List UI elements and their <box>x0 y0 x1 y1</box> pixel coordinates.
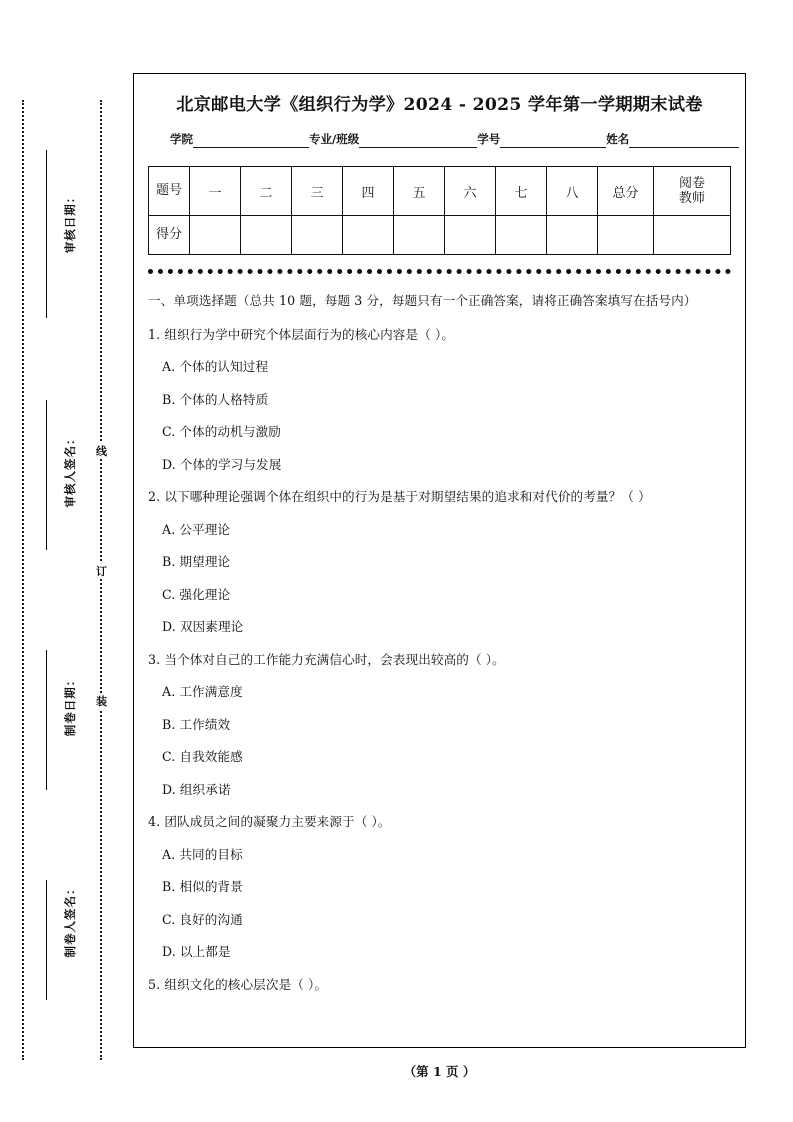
seal-rule-2 <box>46 400 47 550</box>
seal-label-compile-date: 制卷日期： <box>63 673 77 737</box>
question-4-option-a[interactable] <box>162 845 731 865</box>
seal-label-compiler-signature: 制卷人签名： <box>63 882 77 958</box>
field-major-class-label: 专业/班级 <box>309 132 360 146</box>
score-cell-5[interactable] <box>394 216 445 255</box>
sealing-margin <box>0 0 125 1122</box>
option-key: C. <box>162 911 176 927</box>
score-cell-4[interactable] <box>343 216 394 255</box>
score-table-col-2: 二 <box>241 167 292 216</box>
option-text: 相似的背景 <box>179 879 243 895</box>
option-key: A. <box>162 846 176 862</box>
student-info-row <box>170 131 731 148</box>
field-name-label: 姓名 <box>606 132 630 146</box>
option-text: 个体的人格特质 <box>179 391 269 407</box>
option-text: 以上都是 <box>179 944 231 960</box>
field-college-label: 学院 <box>170 132 193 146</box>
outer-dashed-line <box>22 100 24 1060</box>
score-table-col-7: 七 <box>496 167 547 216</box>
score-table-col-total: 总分 <box>598 167 654 216</box>
question-3-option-c[interactable] <box>162 747 731 767</box>
option-key: B. <box>162 879 176 895</box>
grader-label-line2: 教师 <box>678 191 705 206</box>
score-cell-1[interactable] <box>190 216 241 255</box>
option-text: 期望理论 <box>179 554 231 570</box>
question-4-option-b[interactable] <box>162 877 731 897</box>
score-table-col-6: 六 <box>445 167 496 216</box>
score-table <box>148 166 731 255</box>
option-text: 工作绩效 <box>179 716 231 732</box>
option-text: 双因素理论 <box>179 619 244 635</box>
question-4-option-d[interactable] <box>162 942 731 962</box>
option-text: 工作满意度 <box>179 684 243 700</box>
field-college-blank[interactable] <box>193 134 309 148</box>
question-3-option-d[interactable] <box>162 780 731 800</box>
exam-paper-frame <box>133 73 746 1048</box>
option-key: D. <box>162 456 176 472</box>
score-table-col-4: 四 <box>343 167 394 216</box>
fold-char-pack: 装 <box>92 693 111 709</box>
grader-label-line1: 阅卷 <box>678 175 705 191</box>
question-2-option-c[interactable] <box>162 585 731 605</box>
question-stem-3: 3. 当个体对自己的工作能力充满信心时，会表现出较高的（ ）。 <box>148 651 505 667</box>
question-stem-4: 4. 团队成员之间的凝聚力主要来源于（ ）。 <box>148 814 391 830</box>
question-1-option-b[interactable] <box>162 390 731 410</box>
score-table-col-5: 五 <box>394 167 445 216</box>
option-text: 个体的学习与发展 <box>179 456 282 472</box>
question-body <box>148 291 731 994</box>
option-key: D. <box>162 619 176 635</box>
field-name[interactable] <box>606 131 739 148</box>
option-text: 公平理论 <box>179 521 231 537</box>
section-divider <box>148 269 731 280</box>
seal-label-review-date: 审核日期： <box>63 190 77 254</box>
field-student-id-blank[interactable] <box>500 134 606 148</box>
question-4-option-c[interactable] <box>162 910 731 930</box>
seal-label-reviewer-signature: 审核人签名： <box>63 432 77 508</box>
score-table-row-label-score: 得分 <box>149 216 190 255</box>
page-footer: （第 1 页 ） <box>403 1064 476 1079</box>
score-cell-7[interactable] <box>496 216 547 255</box>
question-3-option-a[interactable] <box>162 682 731 702</box>
question-stem-5: 5. 组织文化的核心层次是（ ）。 <box>148 976 328 992</box>
seal-rule-4 <box>46 880 47 1000</box>
score-table-col-8: 八 <box>547 167 598 216</box>
question-2-option-d[interactable] <box>162 617 731 637</box>
field-major-class-blank[interactable] <box>359 134 477 148</box>
option-text: 强化理论 <box>179 586 231 602</box>
score-table-col-1: 一 <box>190 167 241 216</box>
question-3-option-b[interactable] <box>162 715 731 735</box>
field-student-id-label: 学号 <box>477 132 501 146</box>
question-2-option-b[interactable] <box>162 552 731 572</box>
fold-char-bind: 订 <box>92 563 111 579</box>
score-cell-8[interactable] <box>547 216 598 255</box>
field-college[interactable] <box>170 131 309 148</box>
option-key: B. <box>162 391 176 407</box>
question-2-option-a[interactable] <box>162 520 731 540</box>
field-student-id[interactable] <box>477 131 606 148</box>
option-text: 组织承诺 <box>179 781 231 797</box>
option-key: C. <box>162 586 176 602</box>
option-text: 自我效能感 <box>179 749 243 765</box>
inner-dashed-line <box>100 100 102 1060</box>
score-table-col-grader <box>654 167 731 216</box>
option-key: B. <box>162 716 176 732</box>
score-cell-total[interactable] <box>598 216 654 255</box>
score-cell-grader[interactable] <box>654 216 731 255</box>
option-key: A. <box>162 359 176 375</box>
page-title: 北京邮电大学《组织行为学》2024 - 2025 学年第一学期期末试卷 <box>176 95 703 115</box>
fold-char-line: 线 <box>92 443 111 459</box>
seal-rule-1 <box>46 150 47 318</box>
field-major-class[interactable] <box>309 131 477 148</box>
score-cell-2[interactable] <box>241 216 292 255</box>
question-1-option-d[interactable] <box>162 455 731 475</box>
question-1-option-c[interactable] <box>162 422 731 442</box>
option-text: 共同的目标 <box>179 846 243 862</box>
option-key: D. <box>162 781 176 797</box>
option-key: B. <box>162 554 176 570</box>
score-cell-3[interactable] <box>292 216 343 255</box>
seal-rule-3 <box>46 650 47 790</box>
option-key: C. <box>162 424 176 440</box>
table-row-question-numbers <box>149 167 731 216</box>
field-name-blank[interactable] <box>629 134 739 148</box>
option-key: A. <box>162 521 176 537</box>
question-stem-1: 1. 组织行为学中研究个体层面行为的核心内容是（ ）。 <box>148 326 455 342</box>
option-text: 个体的认知过程 <box>179 359 269 375</box>
option-text: 良好的沟通 <box>179 911 243 927</box>
section-heading: 一、单项选择题（总共 10 题，每题 3 分，每题只有一个正确答案，请将正确答案填写在括号内） <box>148 293 697 308</box>
score-cell-6[interactable] <box>445 216 496 255</box>
table-row-scores <box>149 216 731 255</box>
question-1-option-a[interactable] <box>162 357 731 377</box>
option-key: D. <box>162 944 176 960</box>
option-key: A. <box>162 684 176 700</box>
score-table-row-label-question: 题号 <box>149 167 190 216</box>
score-table-col-3: 三 <box>292 167 343 216</box>
question-stem-2: 2. 以下哪种理论强调个体在组织中的行为是基于对期望结果的追求和对代价的考量？（ ） <box>148 489 651 505</box>
option-key: C. <box>162 749 176 765</box>
option-text: 个体的动机与激励 <box>179 424 281 440</box>
